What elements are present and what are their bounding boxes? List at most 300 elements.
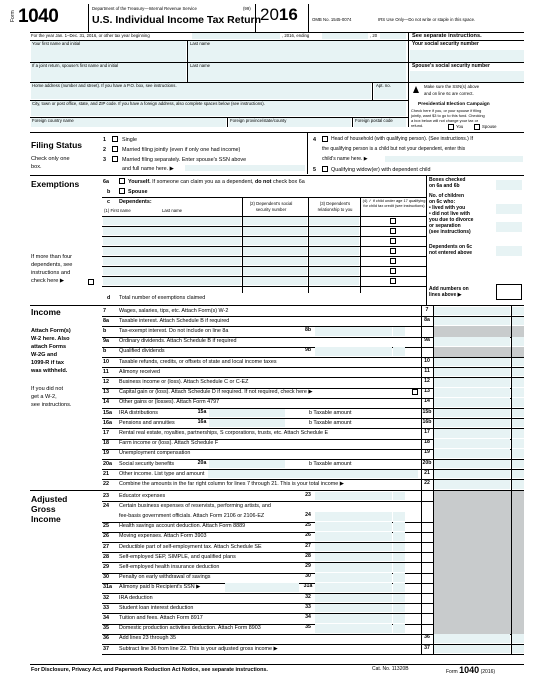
form-title: U.S. Individual Income Tax Return bbox=[92, 14, 261, 26]
income-side-9: see instructions. bbox=[31, 402, 72, 408]
add-numbers-2: lines above ▶ bbox=[429, 292, 462, 298]
campaign-title: Presidential Election Campaign bbox=[418, 102, 490, 107]
income-line-text: Ordinary dividends. Attach Schedule B if required bbox=[119, 338, 237, 345]
income-field-21[interactable] bbox=[433, 470, 510, 479]
yourself-rest: If someone can claim you as a dependent, bbox=[152, 179, 254, 185]
yourself-bold: Yourself. bbox=[128, 179, 151, 185]
ex-num-6d: d bbox=[107, 295, 111, 301]
agi-mid-box-label: 26 bbox=[305, 532, 311, 539]
exemptions-title: Exemptions bbox=[31, 179, 80, 189]
agi-line-number: 33 bbox=[103, 604, 109, 611]
income-line-text: IRA distributions bbox=[119, 409, 158, 416]
income-field-8b[interactable] bbox=[315, 327, 392, 336]
income-cents-18[interactable] bbox=[511, 439, 524, 448]
fs-num-2: 2 bbox=[103, 147, 106, 153]
children-6c-1: No. of children bbox=[429, 193, 464, 199]
last-name-label: Last name bbox=[190, 41, 211, 46]
qualifying-widow-checkbox[interactable] bbox=[322, 166, 328, 172]
income-field-11[interactable] bbox=[433, 368, 510, 377]
income-cents-22[interactable] bbox=[511, 480, 524, 489]
form-number: 1040 bbox=[18, 6, 59, 27]
agi-line-text: Self-employed SEP, SIMPLE, and qualified plans bbox=[119, 553, 236, 560]
tax-year-ending: , 2016, ending bbox=[282, 33, 310, 38]
income-cents-19[interactable] bbox=[511, 449, 524, 458]
income-field-9b[interactable] bbox=[315, 347, 392, 356]
footer-form-word: Form bbox=[446, 669, 458, 675]
ssn-warning-1: Make sure the SSN(s) above bbox=[424, 84, 480, 89]
head-of-household-checkbox[interactable] bbox=[322, 136, 328, 142]
fs-num-4: 4 bbox=[313, 137, 316, 143]
income-cents-8b[interactable] bbox=[393, 327, 405, 336]
income-small-box-label: 15a bbox=[197, 408, 207, 415]
agi-row-rule bbox=[102, 654, 524, 655]
dependent-row-3[interactable] bbox=[103, 237, 241, 245]
dependent-row-7[interactable] bbox=[103, 277, 241, 285]
income-line-text: Alimony received bbox=[119, 368, 161, 375]
dependent-row-4-ssn[interactable] bbox=[243, 247, 307, 255]
filing-status-help-2: box. bbox=[31, 164, 42, 170]
agi-mid-box-label: 29 bbox=[305, 562, 311, 569]
form-code: (99) bbox=[243, 6, 251, 11]
dependent-3-credit-checkbox[interactable] bbox=[390, 238, 396, 244]
spouse-ssn-field[interactable] bbox=[410, 71, 524, 82]
dependent-row-6[interactable] bbox=[103, 267, 241, 275]
income-side-4: W-2G and bbox=[31, 352, 57, 358]
more-dependents-3: instructions and bbox=[31, 270, 71, 276]
campaign-line-2: jointly, want $3 to go to this fund. Checking bbox=[411, 113, 485, 118]
income-taxable-label: b Taxable amount bbox=[309, 460, 352, 467]
income-right-box-label: 12 bbox=[424, 377, 430, 384]
dependent-row-6-ssn[interactable] bbox=[243, 267, 307, 275]
dep-col-first: (1) First name bbox=[104, 208, 131, 213]
income-right-box-label: 22 bbox=[424, 479, 430, 486]
income-line-text: Other gains or (losses). Attach Form 4797 bbox=[119, 399, 220, 406]
children-6c-3: • lived with you bbox=[429, 205, 466, 211]
add-numbers-1: Add numbers on bbox=[429, 286, 469, 292]
yourself-label bbox=[128, 179, 305, 185]
spouse-ssn-label: Spouse's social security number bbox=[412, 63, 490, 69]
campaign-line-1: Check here if you, or your spouse if filing bbox=[411, 108, 482, 113]
more-dependents-2: dependents, see bbox=[31, 262, 73, 268]
income-field-12[interactable] bbox=[433, 378, 510, 387]
income-line-number: 14 bbox=[103, 399, 109, 406]
income-line-text: Taxable interest. Attach Schedule B if required bbox=[119, 317, 230, 324]
yourself-checkbox[interactable] bbox=[119, 178, 125, 184]
more-dependents-1: If more than four bbox=[31, 254, 73, 260]
agi-line-number: 26 bbox=[103, 533, 109, 540]
agi-line-number: 31a bbox=[103, 584, 112, 591]
income-field-20b[interactable] bbox=[433, 460, 510, 469]
boxes-checked-1: Boxes checked bbox=[429, 177, 466, 183]
agi-mid-box-label: 31a bbox=[303, 583, 313, 590]
income-line-number: 21 bbox=[103, 470, 109, 477]
income-line-number: 12 bbox=[103, 378, 109, 385]
agi-field-26[interactable] bbox=[315, 532, 392, 541]
income-field-16b[interactable] bbox=[433, 419, 510, 428]
agi-line-text-2: fee-basis government officials. Attach Form 2106 or 2106-EZ bbox=[119, 512, 265, 519]
footer-cat: Cat. No. 11320B bbox=[372, 666, 409, 672]
foreign-province-label: Foreign province/state/county bbox=[230, 118, 287, 123]
agi-line-text: Domestic production activities deduction. Attach Form 8903 bbox=[119, 625, 261, 632]
dependent-row-6-rel[interactable] bbox=[309, 267, 359, 275]
dependent-row-2-ssn[interactable] bbox=[243, 227, 307, 235]
income-field-16a[interactable] bbox=[209, 419, 285, 428]
agi-cents-36[interactable] bbox=[511, 634, 524, 643]
agi-field-30[interactable] bbox=[315, 573, 392, 582]
agi-mid-box-label: 34 bbox=[305, 613, 311, 620]
recipient-ssn-field[interactable] bbox=[225, 583, 299, 592]
agi-title-2: Gross bbox=[31, 504, 56, 514]
see-instructions: See separate instructions. bbox=[412, 33, 482, 39]
income-side-3: attach Forms bbox=[31, 344, 67, 350]
dependents-not-entered-field[interactable] bbox=[496, 246, 522, 256]
income-cents-9b[interactable] bbox=[393, 347, 405, 356]
other-income-type-field[interactable] bbox=[208, 470, 418, 479]
income-cents-11[interactable] bbox=[511, 368, 524, 377]
agi-field-35[interactable] bbox=[315, 624, 392, 633]
agi-field-27[interactable] bbox=[315, 543, 392, 552]
agi-line-text: IRA deduction bbox=[119, 594, 153, 601]
campaign-spouse-checkbox[interactable] bbox=[474, 124, 480, 130]
agi-line-text: Tuition and fees. Attach Form 8917 bbox=[119, 614, 203, 621]
agi-cents-28[interactable] bbox=[393, 553, 405, 562]
income-cents-10[interactable] bbox=[511, 358, 524, 367]
single-checkbox[interactable] bbox=[112, 136, 118, 142]
agi-cents-27[interactable] bbox=[393, 543, 405, 552]
agi-cents-26[interactable] bbox=[393, 532, 405, 541]
filing-status-title: Filing Status bbox=[31, 140, 82, 150]
tax-year-end-20: , 20 bbox=[370, 33, 378, 38]
income-right-box-label: 21 bbox=[424, 469, 430, 476]
omb-number: OMB No. 1545-0074 bbox=[312, 17, 352, 22]
foreign-postal-label: Foreign postal code bbox=[355, 118, 393, 123]
capital-gain-checkbox[interactable] bbox=[412, 389, 418, 395]
dep-col-ssn: (2) Dependent's social security number bbox=[249, 201, 293, 212]
campaign-you-checkbox[interactable] bbox=[448, 124, 454, 130]
filing-status-help-1: Check only one bbox=[31, 156, 70, 162]
dep-col-relationship: (3) Dependent's relationship to you bbox=[317, 201, 353, 212]
income-right-box-label: 7 bbox=[425, 306, 429, 313]
boxes-checked-field[interactable] bbox=[496, 180, 522, 190]
tax-year-line: For the year Jan. 1–Dec. 31, 2016, or other tax year beginning bbox=[31, 33, 150, 38]
income-col-rule bbox=[421, 306, 422, 490]
married-joint-label: Married filing jointly (even if only one had income) bbox=[122, 147, 241, 153]
agi-mid-box-label: 27 bbox=[305, 542, 311, 549]
income-line-text: Capital gain or (loss). Attach Schedule D if required. If not required, check here ▶ bbox=[119, 389, 313, 396]
income-right-box-label: 17 bbox=[424, 428, 430, 435]
income-mid-box-label: 8b bbox=[304, 326, 312, 333]
children-6c-4: • did not live with bbox=[429, 211, 470, 217]
income-cents-20b[interactable] bbox=[511, 460, 524, 469]
last-name-field[interactable] bbox=[188, 41, 406, 62]
fs-num-1: 1 bbox=[103, 137, 106, 143]
income-line-text: Combine the amounts in the far right column for lines 7 through 21. This is your total income ▶ bbox=[119, 480, 344, 487]
income-cents-9a[interactable] bbox=[511, 337, 524, 346]
city-state-zip-label: City, town or post office, state, and ZIP code. If you have a foreign address, also complete spaces below (see instructions). bbox=[32, 101, 265, 106]
income-field-20a[interactable] bbox=[209, 460, 285, 469]
agi-line-text: Moving expenses. Attach Form 3903 bbox=[119, 533, 207, 540]
fs-num-5: 5 bbox=[313, 167, 316, 173]
income-cents-12[interactable] bbox=[511, 378, 524, 387]
income-line-number: 20a bbox=[103, 460, 112, 467]
agi-line-number: 35 bbox=[103, 625, 109, 632]
income-field-15b[interactable] bbox=[433, 409, 510, 418]
income-cents-15b[interactable] bbox=[511, 409, 524, 418]
spouse-first-name-label: If a joint return, spouse's first name and initial bbox=[32, 63, 119, 68]
income-line-text: Unemployment compensation bbox=[119, 450, 191, 457]
income-field-19[interactable] bbox=[433, 449, 510, 458]
income-line-number: 19 bbox=[103, 450, 109, 457]
agi-line-number: 30 bbox=[103, 574, 109, 581]
agi-cents-37[interactable] bbox=[511, 645, 524, 654]
home-address-label: Home address (number and street). If you have a P.O. box, see instructions. bbox=[32, 83, 177, 88]
yourself-end: check box 6a bbox=[272, 179, 305, 185]
ex-num-6c: c bbox=[107, 199, 110, 205]
dependent-6-credit-checkbox[interactable] bbox=[390, 268, 396, 274]
agi-cents-33[interactable] bbox=[393, 604, 405, 613]
campaign-line-3: a box below will not change your tax or bbox=[411, 118, 479, 123]
dependent-row-7-ssn[interactable] bbox=[243, 277, 307, 285]
tax-year-begin-field[interactable] bbox=[192, 33, 280, 39]
agi-cents-23[interactable] bbox=[393, 492, 405, 501]
agi-field-34[interactable] bbox=[315, 614, 392, 623]
income-right-box-label: 15b bbox=[422, 408, 432, 415]
income-line-number: 9a bbox=[103, 338, 109, 345]
agi-line-text: Alimony paid b Recipient's SSN ▶ bbox=[119, 584, 201, 591]
income-side-7: If you did not bbox=[31, 386, 64, 392]
tax-year-end-yy[interactable] bbox=[380, 33, 406, 39]
dependent-2-credit-checkbox[interactable] bbox=[390, 228, 396, 234]
spouse-last-name-field[interactable] bbox=[188, 63, 406, 82]
income-line-text: Qualified dividends bbox=[119, 348, 165, 355]
hoh-label-1: Head of household (with qualifying person). (See instructions.) If bbox=[331, 136, 474, 142]
hoh-child-name-field[interactable] bbox=[385, 156, 523, 162]
ex-num-6b: b bbox=[107, 189, 111, 195]
more-dependents-checkbox[interactable] bbox=[88, 279, 94, 285]
dependent-row-7-rel[interactable] bbox=[309, 277, 359, 285]
income-line-text: Other income. List type and amount bbox=[119, 470, 205, 477]
spouse-exemption-checkbox[interactable] bbox=[119, 188, 125, 194]
income-cents-8a[interactable] bbox=[511, 317, 524, 326]
income-line-text: Pensions and annuities bbox=[119, 419, 175, 426]
campaign-you-label: You bbox=[456, 124, 464, 129]
agi-mid-box-label: 30 bbox=[305, 573, 311, 580]
income-cents-16b[interactable] bbox=[511, 419, 524, 428]
total-exemptions-box[interactable] bbox=[496, 284, 522, 300]
agi-line-number: 32 bbox=[103, 594, 109, 601]
income-field-22[interactable] bbox=[433, 480, 510, 489]
income-cents-17[interactable] bbox=[511, 429, 524, 438]
irs-use-only: IRS Use Only—Do not write or staple in this space. bbox=[378, 17, 476, 22]
dependent-1-credit-checkbox[interactable] bbox=[390, 218, 396, 224]
income-cents-13[interactable] bbox=[511, 388, 524, 397]
dependent-5-credit-checkbox[interactable] bbox=[390, 258, 396, 264]
income-small-box-label: 20a bbox=[197, 459, 207, 466]
agi-cents-25[interactable] bbox=[393, 522, 405, 531]
income-right-box-label: 11 bbox=[424, 367, 430, 374]
income-title: Income bbox=[31, 307, 61, 317]
agi-line-text: Self-employed health insurance deduction bbox=[119, 563, 220, 570]
fs-num-3: 3 bbox=[103, 157, 106, 163]
ssn-warning-2: and on line 6c are correct. bbox=[424, 91, 474, 96]
agi-cents-34[interactable] bbox=[393, 614, 405, 623]
agi-line-text: Deductible part of self-employment tax. Attach Schedule SE bbox=[119, 543, 262, 550]
agi-line-text: Educator expenses bbox=[119, 492, 166, 499]
income-cents-7[interactable] bbox=[511, 307, 524, 316]
income-line-number: 10 bbox=[103, 358, 109, 365]
married-separate-checkbox[interactable] bbox=[112, 156, 118, 162]
agi-line-number: 34 bbox=[103, 614, 109, 621]
dependent-row-5-rel[interactable] bbox=[309, 257, 359, 265]
dependent-row-2[interactable] bbox=[103, 227, 241, 235]
income-col-rule bbox=[511, 306, 512, 490]
did-not-live-field[interactable] bbox=[496, 222, 522, 232]
married-separate-label: Married filing separately. Enter spouse's SSN above bbox=[122, 157, 247, 163]
agi-cents-30[interactable] bbox=[393, 573, 405, 582]
dependents-label: Dependents: bbox=[119, 199, 152, 205]
income-field-14[interactable] bbox=[433, 398, 510, 407]
dependent-row-3-ssn[interactable] bbox=[243, 237, 307, 245]
lived-with-you-field[interactable] bbox=[496, 204, 522, 214]
income-right-box-label: 10 bbox=[424, 357, 430, 364]
agi-mid-box-label: 25 bbox=[305, 522, 311, 529]
spouse-last-name-label: Last name bbox=[190, 63, 211, 68]
footer-form-no: 1040 bbox=[459, 665, 480, 675]
footer-form bbox=[446, 665, 495, 676]
agi-field-37[interactable] bbox=[433, 645, 510, 654]
income-line-text: Taxable refunds, credits, or offsets of state and local income taxes bbox=[119, 358, 277, 365]
income-field-10[interactable] bbox=[433, 358, 510, 367]
income-line-number: b bbox=[103, 327, 107, 334]
agi-cents-32[interactable] bbox=[393, 594, 405, 603]
hoh-label-3: child's name here. ▶ bbox=[322, 156, 368, 162]
income-line-number: 18 bbox=[103, 440, 109, 447]
agi-line-number: 36 bbox=[103, 635, 109, 642]
income-line-number: 11 bbox=[103, 368, 109, 375]
income-col-rule bbox=[433, 306, 434, 490]
agi-line-number: 24 bbox=[103, 502, 109, 509]
married-joint-checkbox[interactable] bbox=[112, 146, 118, 152]
total-exemptions-label: Total number of exemptions claimed bbox=[119, 295, 206, 301]
agi-field-32[interactable] bbox=[315, 594, 392, 603]
income-right-box-label: 8a bbox=[424, 316, 430, 323]
income-field-9a[interactable] bbox=[433, 337, 510, 346]
agi-field-28[interactable] bbox=[315, 553, 392, 562]
income-line-text: Farm income or (loss). Attach Schedule F bbox=[119, 440, 219, 447]
agi-right-box-label: 37 bbox=[424, 644, 430, 651]
agi-field-31a[interactable] bbox=[315, 583, 392, 592]
hoh-label-2: the qualifying person is a child but not your dependent, enter this bbox=[322, 146, 466, 152]
income-line-number: 15a bbox=[103, 409, 112, 416]
agi-field-29[interactable] bbox=[315, 563, 392, 572]
dependent-row-5[interactable] bbox=[103, 257, 241, 265]
dependent-4-credit-checkbox[interactable] bbox=[390, 248, 396, 254]
income-field-13[interactable] bbox=[433, 388, 510, 397]
dependent-row-4-rel[interactable] bbox=[309, 247, 359, 255]
income-field-18[interactable] bbox=[433, 439, 510, 448]
agi-field-23[interactable] bbox=[315, 492, 392, 501]
income-small-box-label: 16a bbox=[197, 418, 207, 425]
children-6c-2: on 6c who: bbox=[429, 199, 456, 205]
ssn-field[interactable] bbox=[410, 50, 524, 62]
agi-line-number: 25 bbox=[103, 523, 109, 530]
agi-line-text: Student loan interest deduction bbox=[119, 604, 194, 611]
qualifying-widow-label: Qualifying widow(er) with dependent child bbox=[331, 167, 431, 173]
income-line-text: Tax-exempt interest. Do not include on line 8a bbox=[119, 327, 229, 334]
income-line-number: b bbox=[103, 348, 107, 355]
dependent-row-1-ssn[interactable] bbox=[243, 217, 307, 225]
income-line-number: 13 bbox=[103, 389, 109, 396]
income-cents-21[interactable] bbox=[511, 470, 524, 479]
agi-col-rule bbox=[421, 491, 422, 654]
ssn-label: Your social security number bbox=[412, 41, 479, 47]
boxes-checked-2: on 6a and 6b bbox=[429, 183, 460, 189]
dependent-row-1-rel[interactable] bbox=[309, 217, 359, 225]
income-mid-box-label: 9b bbox=[304, 347, 312, 354]
agi-field-33[interactable] bbox=[315, 604, 392, 613]
agi-field-36[interactable] bbox=[433, 634, 510, 643]
agi-line-text: Add lines 23 through 35 bbox=[119, 635, 176, 642]
dependent-row-3-rel[interactable] bbox=[309, 237, 359, 245]
agi-col-rule bbox=[511, 491, 512, 654]
agi-line-text: Subtract line 36 from line 22. This is your adjusted gross income ▶ bbox=[119, 645, 278, 652]
agi-mid-box-label: 24 bbox=[305, 511, 311, 518]
dependent-row-2-rel[interactable] bbox=[309, 227, 359, 235]
footer-year: (2016) bbox=[480, 669, 496, 675]
agi-field-25[interactable] bbox=[315, 522, 392, 531]
income-right-box-label: 9a bbox=[424, 337, 430, 344]
agi-cents-35[interactable] bbox=[393, 624, 405, 633]
dependent-7-credit-checkbox[interactable] bbox=[390, 278, 396, 284]
income-cents-14[interactable] bbox=[511, 398, 524, 407]
income-right-box-label: 16b bbox=[422, 418, 432, 425]
spouse-exemption-label: Spouse bbox=[128, 189, 148, 195]
agi-cents-24[interactable] bbox=[393, 512, 405, 521]
income-line-number: 7 bbox=[103, 307, 106, 314]
agi-col-rule bbox=[433, 491, 434, 654]
year-suffix: 16 bbox=[278, 5, 298, 24]
income-line-text: Wages, salaries, tips, etc. Attach Form(s) W-2 bbox=[119, 307, 229, 314]
income-side-6: was withheld. bbox=[31, 368, 68, 374]
agi-title-1: Adjusted bbox=[31, 494, 68, 504]
income-field-7[interactable] bbox=[433, 307, 510, 316]
tax-year-end-field[interactable] bbox=[322, 33, 368, 39]
agi-cents-31a[interactable] bbox=[393, 583, 405, 592]
dependent-row-5-ssn[interactable] bbox=[243, 257, 307, 265]
income-side-1: Attach Form(s) bbox=[31, 328, 71, 334]
agi-field-24[interactable] bbox=[315, 512, 392, 521]
agi-mid-box-label: 23 bbox=[305, 491, 311, 498]
income-field-17[interactable] bbox=[433, 429, 510, 438]
income-side-5: 1099-R if tax bbox=[31, 360, 64, 366]
dependent-row-4[interactable] bbox=[103, 247, 241, 255]
income-line-number: 17 bbox=[103, 429, 109, 436]
form-word: Form bbox=[10, 10, 16, 22]
income-taxable-label: b Taxable amount bbox=[309, 419, 352, 426]
dependent-row-1[interactable] bbox=[103, 217, 241, 225]
dep-col-child-credit: (4) ✓ if child under age 17 qualifying for child tax credit (see instructions) bbox=[362, 198, 426, 208]
income-right-box-label: 19 bbox=[424, 449, 430, 456]
agi-mid-box-label: 28 bbox=[305, 552, 311, 559]
income-right-box-label: 14 bbox=[424, 398, 430, 405]
agi-line-number: 29 bbox=[103, 563, 109, 570]
income-field-8a[interactable] bbox=[433, 317, 510, 326]
income-field-15a[interactable] bbox=[209, 409, 285, 418]
spouse-name-field[interactable] bbox=[185, 165, 305, 171]
income-right-box-label: 20b bbox=[422, 459, 432, 466]
children-6c-6: or separation bbox=[429, 223, 461, 229]
agi-cents-29[interactable] bbox=[393, 563, 405, 572]
